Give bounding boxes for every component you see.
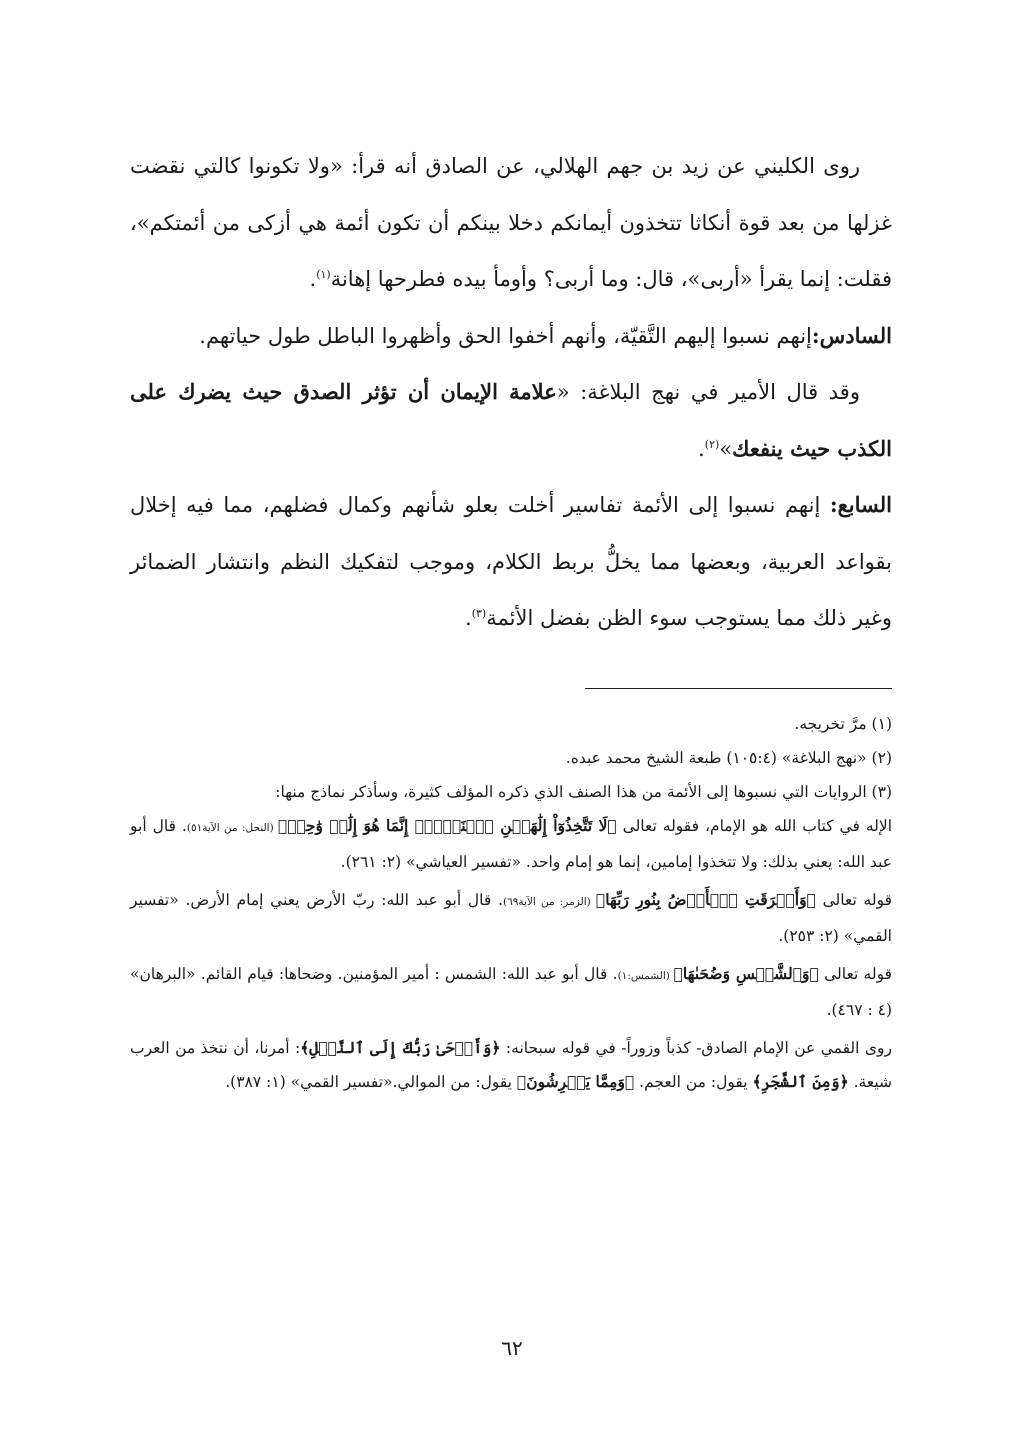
footnote-3: (٣) الروايات التي نسبوها إلى الأئمة من هذا الصنف الذي ذكره المؤلف كثيرة، وسأذكر نماذج منها: bbox=[275, 783, 892, 801]
footnote-1: (١) مرَّ تخريجه. bbox=[794, 715, 892, 733]
paragraph-text: إنهم نسبوا إليهم التَّقيّة، وأنهم أخفوا الحق وأظهروا الباطل طول حياتهم. bbox=[199, 323, 812, 348]
paragraph-text: إنهم نسبوا إلى الأئمة تفاسير أخلت بعلو شأنهم وكمال فضلهم، مما فيه إخلال بقواعد العربية، وبعضها مما يخلُّ بربط الكلام، وموجب لتفكيك النظم وانتشار الضمائر وغير ذلك مما يستوجب سوء الظن بفضل الأئمة bbox=[130, 493, 892, 630]
punctuation: . bbox=[309, 267, 317, 291]
footnote-3-example-3 bbox=[130, 957, 892, 1027]
footnote-ref-3: (٣) bbox=[471, 607, 487, 620]
label-seventh: السابع: bbox=[829, 492, 892, 517]
page-number: ٦٢ bbox=[501, 1336, 523, 1360]
quran-verse: ﴿وَمِنَ ٱلشَّجَرِ﴾ bbox=[752, 1072, 849, 1091]
footnote-text: يقول: من العجم. bbox=[634, 1073, 753, 1091]
footnote-3-example-4 bbox=[130, 1031, 892, 1099]
paragraph-1 bbox=[130, 138, 892, 308]
punctuation: . bbox=[465, 606, 472, 630]
footnote-text: . قال أبو عبد الله: الشمس : أمير المؤمنين. وضحاها: قيام القائم. «البرهان» (٤ : ٤٦٧). bbox=[130, 965, 892, 1019]
verse-source: (الشمس:١) bbox=[617, 970, 674, 982]
footnote-text: يقول: من الموالي.«تفسير القمي» (١: ٣٨٧). bbox=[225, 1073, 517, 1091]
quran-verse: ﴿وَمِمَّا يَعۡرِشُونَ﴾ bbox=[516, 1072, 635, 1091]
footnote-2: (٢) «نهج البلاغة» (١٠٥:٤) طبعة الشيخ محمد عبده. bbox=[565, 749, 892, 767]
footnote-3-example-1 bbox=[130, 809, 892, 879]
quran-verse: ﴿وَأَشۡرَقَتِ ٱلۡأَرۡضُ بِنُورِ رَبِّهَا﴾ bbox=[595, 890, 816, 909]
label-sixth: السادس: bbox=[811, 322, 892, 348]
quran-verse: ﴿وَٱلشَّمۡسِ وَضُحَىٰهَا﴾ bbox=[673, 964, 819, 983]
punctuation: . bbox=[698, 436, 705, 461]
footnote-text: : أمرنا، أن نتخذ من العرب شيعة. bbox=[130, 1039, 892, 1091]
footnote-text: قوله تعالى bbox=[818, 965, 892, 983]
quote-close: » bbox=[719, 436, 733, 461]
paragraph-text: وقد قال الأمير في نهج البلاغة: « bbox=[556, 380, 860, 404]
footnote-text: . قال أبو عبد الله: ربّ الأرض يعني إمام الأرض. «تفسير القمي» (٢: ٢٥٣). bbox=[130, 891, 892, 945]
quran-verse: ﴿وَأَوۡحَىٰ رَبُّكَ إِلَى ٱلنَّحۡلِ﴾ bbox=[300, 1038, 501, 1057]
paragraph-nahj-quote bbox=[130, 364, 892, 477]
footnote-text: الإله في كتاب الله هو الإمام، فقوله تعالى bbox=[616, 817, 892, 835]
footnote-text: قوله تعالى bbox=[815, 891, 892, 909]
footnote-3-example-2 bbox=[130, 883, 892, 953]
paragraph-sixth bbox=[130, 308, 892, 365]
quran-verse: ﴿لَا تَتَّخِذُوٓاْ إِلَٰهَيۡنِ ٱثۡنَيۡنِۖ إِنَّمَا هُوَ إِلَٰهٞ وَٰحِدٞ﴾ bbox=[278, 816, 617, 835]
footnote-ref-1: (١) bbox=[316, 268, 331, 281]
verse-source: (الزمر: من الآية٦٩) bbox=[502, 896, 596, 908]
verse-source: (النحل: من الآية٥١) bbox=[186, 822, 279, 834]
footnote-text: . قال أبو عبد الله: يعني بذلك: ولا تتخذوا إمامين، إنما هو إمام واحد. «تفسير العياشي» (٢: ٢٦١). bbox=[130, 817, 892, 871]
bold-quote: علامة الإيمان أن تؤثر الصدق حيث يضرك على الكذب حيث ينفعك bbox=[130, 379, 892, 461]
main-text bbox=[130, 138, 892, 647]
paragraph-seventh bbox=[130, 477, 892, 647]
footnotes bbox=[130, 707, 892, 1099]
footnote-separator bbox=[585, 688, 892, 689]
paragraph-text: روى الكليني عن زيد بن جهم الهلالي، عن الصادق أنه قرأ: «ولا تكونوا كالتي نقضت غزلها من بعد قوة أنكاثا تتخذون أيمانكم دخلا بينكم أن تكون أئمة هي أزكى من أئمتكم»، فقلت: إنما يقرأ «أربى»، قال: وما أربى؟ وأومأ بيده فطرحها إهانة bbox=[130, 154, 892, 291]
footnote-ref-2: (٢) bbox=[704, 437, 720, 451]
footnote-text: روى القمي عن الإمام الصادق- كذباً وزوراً- في قوله سبحانه: bbox=[500, 1039, 892, 1057]
